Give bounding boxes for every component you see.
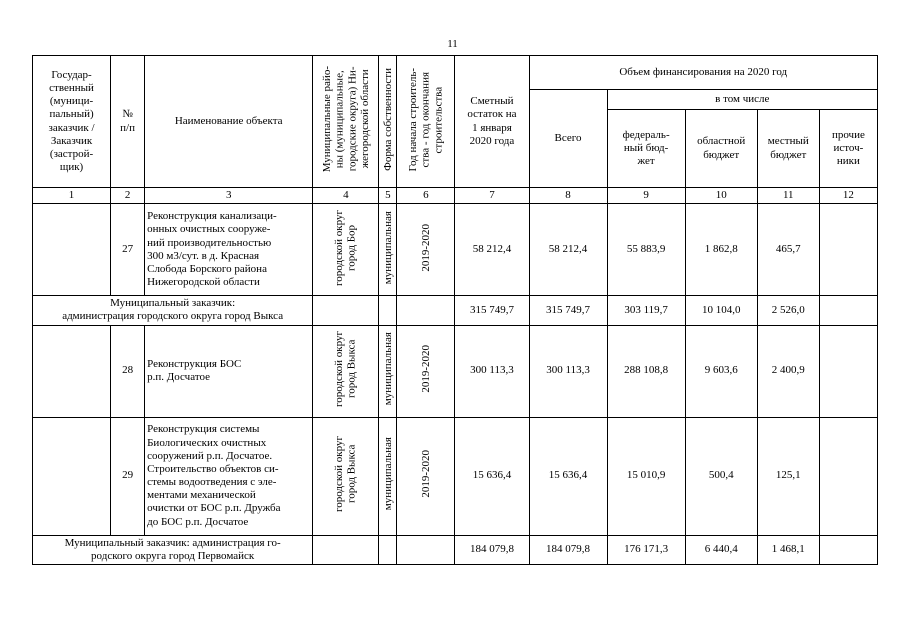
- col-number: 9: [607, 188, 685, 204]
- customer-federal: 303 119,7: [607, 296, 685, 325]
- item-local: 465,7: [757, 204, 819, 296]
- item-years: [397, 417, 455, 535]
- header-ownership-text: Форма собственности: [381, 67, 394, 171]
- customer-cell: [33, 204, 111, 296]
- item-district: [313, 417, 379, 535]
- item-local: 125,1: [757, 417, 819, 535]
- empty-cell: [313, 535, 379, 564]
- customer-other: [819, 296, 877, 325]
- header-other: прочие источ- ники: [819, 110, 877, 188]
- table-row-item-27: [33, 204, 878, 296]
- header-regional: областной бюджет: [685, 110, 757, 188]
- header-object-name: Наименование объекта: [145, 56, 313, 188]
- item-years-text: 2019-2020: [419, 345, 432, 393]
- col-number: 12: [819, 188, 877, 204]
- customer-regional: 10 104,0: [685, 296, 757, 325]
- col-number: 8: [529, 188, 607, 204]
- customer-local: 2 526,0: [757, 296, 819, 325]
- item-num: 28: [111, 325, 145, 417]
- page-number: 11: [447, 38, 458, 50]
- item-federal: 55 883,9: [607, 204, 685, 296]
- header-row-1: [33, 56, 878, 90]
- item-num: 27: [111, 204, 145, 296]
- item-other: [819, 417, 877, 535]
- customer-federal: 176 171,3: [607, 535, 685, 564]
- item-regional: 1 862,8: [685, 204, 757, 296]
- item-local: 2 400,9: [757, 325, 819, 417]
- header-years: [397, 56, 455, 188]
- col-number: 6: [397, 188, 455, 204]
- item-years-text: 2019-2020: [419, 450, 432, 498]
- item-ownership-text: муниципальная: [381, 210, 394, 285]
- col-number: 3: [145, 188, 313, 204]
- header-estimate: Сметный остаток на 1 января 2020 года: [455, 56, 529, 188]
- header-federal: федераль- ный бюд- жет: [607, 110, 685, 188]
- column-numbers-row: [33, 188, 878, 204]
- empty-cell: [397, 296, 455, 325]
- customer-cell: [33, 325, 111, 417]
- header-local: местный бюджет: [757, 110, 819, 188]
- item-total: 58 212,4: [529, 204, 607, 296]
- item-years: [397, 204, 455, 296]
- empty-cell: [379, 535, 397, 564]
- item-regional: 9 603,6: [685, 325, 757, 417]
- empty-cell: [397, 535, 455, 564]
- header-total: Всего: [529, 90, 607, 188]
- item-ownership: [379, 325, 397, 417]
- item-federal: 15 010,9: [607, 417, 685, 535]
- item-ownership: [379, 204, 397, 296]
- customer-label: Муниципальный заказчик: администрация городского округа город Выкса: [33, 296, 313, 325]
- col-number: 10: [685, 188, 757, 204]
- customer-local: 1 468,1: [757, 535, 819, 564]
- header-district-text: Муниципальные райо- ны (муниципальные, городские округа) Ни- жегородской области: [320, 66, 371, 173]
- table-row-item-29: [33, 417, 878, 535]
- col-number: 11: [757, 188, 819, 204]
- header-ownership: [379, 56, 397, 188]
- col-number: 7: [455, 188, 529, 204]
- customer-label: Муниципальный заказчик: администрация го- родского округа город Первомайск: [33, 535, 313, 564]
- header-num: № п/п: [111, 56, 145, 188]
- col-number: 4: [313, 188, 379, 204]
- financing-table: [32, 55, 878, 565]
- item-estimate: 15 636,4: [455, 417, 529, 535]
- empty-cell: [379, 296, 397, 325]
- item-other: [819, 325, 877, 417]
- col-number: 5: [379, 188, 397, 204]
- customer-other: [819, 535, 877, 564]
- item-total: 300 113,3: [529, 325, 607, 417]
- item-name: Реконструкция системы Биологических очистных сооружений р.п. Досчатое. Строительство объектов си- стемы водоотведения с эле- ментами механической очистки от БОС р.п. Дружба до БОС р.п. Досчатое: [145, 417, 313, 535]
- customer-estimate: 315 749,7: [455, 296, 529, 325]
- item-regional: 500,4: [685, 417, 757, 535]
- item-years: [397, 325, 455, 417]
- customer-total: 315 749,7: [529, 296, 607, 325]
- item-name: Реконструкция канализаци- онных очистных сооруже- ний производительностью 300 м3/сут. в д. Красная Слобода Борского района Нижегородской области: [145, 204, 313, 296]
- customer-estimate: 184 079,8: [455, 535, 529, 564]
- customer-cell: [33, 417, 111, 535]
- header-years-text: Год начала строитель- ства - год окончания строительства: [406, 67, 445, 172]
- item-ownership-text: муниципальная: [381, 437, 394, 511]
- item-federal: 288 108,8: [607, 325, 685, 417]
- item-num: 29: [111, 417, 145, 535]
- item-other: [819, 204, 877, 296]
- header-including: в том числе: [607, 90, 877, 110]
- col-number: 2: [111, 188, 145, 204]
- item-district: [313, 204, 379, 296]
- table-row-customer-pervomaysk: [33, 535, 878, 564]
- col-number: 1: [33, 188, 111, 204]
- item-total: 15 636,4: [529, 417, 607, 535]
- item-district-text: городской округ город Выкса: [333, 435, 358, 512]
- item-ownership-text: муниципальная: [381, 332, 394, 406]
- header-district: [313, 56, 379, 188]
- item-district-text: городской округ город Бор: [333, 209, 358, 286]
- item-district: [313, 325, 379, 417]
- item-name: Реконструкция БОС р.п. Досчатое: [145, 325, 313, 417]
- item-estimate: 300 113,3: [455, 325, 529, 417]
- empty-cell: [313, 296, 379, 325]
- header-funding: Объем финансирования на 2020 год: [529, 56, 878, 90]
- item-estimate: 58 212,4: [455, 204, 529, 296]
- customer-total: 184 079,8: [529, 535, 607, 564]
- item-ownership: [379, 417, 397, 535]
- header-customer: Государ- ственный (муници- пальный) заказчик / Заказчик (застрой- щик): [33, 56, 111, 188]
- item-years-text: 2019-2020: [419, 223, 432, 272]
- item-district-text: городской округ город Выкса: [333, 330, 358, 407]
- table-row-item-28: [33, 325, 878, 417]
- table-row-customer-vyksa: [33, 296, 878, 325]
- customer-regional: 6 440,4: [685, 535, 757, 564]
